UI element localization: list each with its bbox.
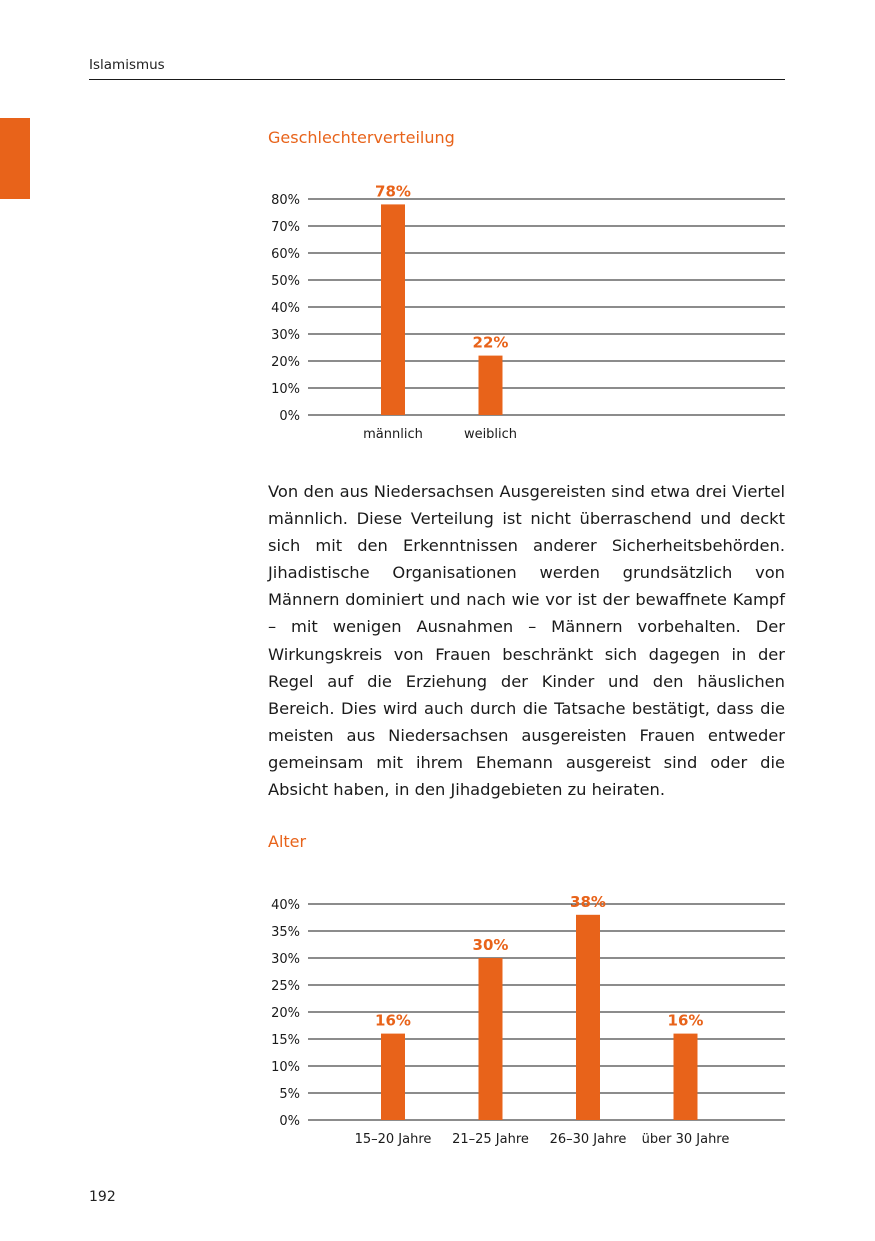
y-tick-label: 20% xyxy=(271,355,300,370)
bar-value-label: 16% xyxy=(667,1011,704,1030)
age-chart-title: Alter xyxy=(268,832,307,851)
category-label: männlich xyxy=(363,427,423,442)
y-tick-label: 50% xyxy=(271,274,300,289)
y-tick-label: 25% xyxy=(271,979,300,994)
y-tick-label: 10% xyxy=(271,382,300,397)
y-tick-label: 30% xyxy=(271,952,300,967)
bar-value-label: 16% xyxy=(375,1011,411,1030)
category-label: weiblich xyxy=(463,427,518,442)
y-tick-label: 15% xyxy=(271,1033,300,1048)
y-tick-label: 35% xyxy=(271,925,300,940)
y-tick-label: 60% xyxy=(271,247,300,262)
gender-chart-title: Geschlechterverteilung xyxy=(268,128,455,147)
running-head: Islamismus xyxy=(89,57,165,73)
bar xyxy=(576,915,600,1120)
bar xyxy=(479,958,503,1120)
bar-value-label: 22% xyxy=(472,333,509,352)
y-tick-label: 40% xyxy=(271,898,300,913)
category-label: 15–20 Jahre xyxy=(354,1132,432,1147)
category-label: 26–30 Jahre xyxy=(549,1132,627,1147)
y-tick-label: 40% xyxy=(271,301,300,316)
y-tick-label: 10% xyxy=(271,1060,300,1075)
bar-value-label: 78% xyxy=(375,182,411,201)
category-label: über 30 Jahre xyxy=(641,1132,730,1147)
page-number: 192 xyxy=(89,1189,116,1205)
age-bar-chart xyxy=(260,875,800,1165)
y-tick-label: 30% xyxy=(271,328,300,343)
y-tick-label: 0% xyxy=(279,409,300,424)
gender-bar-chart xyxy=(260,170,800,460)
y-tick-label: 5% xyxy=(279,1087,300,1102)
header-rule xyxy=(89,79,785,80)
bar xyxy=(479,356,503,415)
body-paragraph: Von den aus Niedersachsen Ausgereisten sind etwa drei Viertel männlich. Diese Verteilung ist nicht überraschend und deckt sich mit den Erkenntnissen anderer Sicherheitsbehörden. Jihadistische Organisationen werden grundsätzlich von Männern dominiert und nach wie vor ist der bewaffnete Kampf – mit wenigen Ausnahmen – Männern vorbehalten. Der Wirkungskreis von Frauen beschränkt sich dagegen in der Regel auf die Erziehung der Kinder und den häuslichen Bereich. Dies wird auch durch die Tatsache bestätigt, dass die meisten aus Niedersachsen ausgereisten Frauen entweder gemeinsam mit ihrem Ehemann ausgereist sind oder die Absicht haben, in den Jihadgebieten zu heiraten. xyxy=(268,482,785,800)
bar-value-label: 30% xyxy=(472,936,509,954)
category-label: 21–25 Jahre xyxy=(452,1132,529,1147)
y-tick-label: 80% xyxy=(271,193,300,208)
bar xyxy=(381,204,405,415)
chapter-side-tab xyxy=(0,118,30,199)
y-tick-label: 0% xyxy=(279,1114,300,1129)
bar xyxy=(674,1034,698,1120)
bar-value-label: 38% xyxy=(570,892,606,911)
y-tick-label: 70% xyxy=(271,220,300,235)
y-tick-label: 20% xyxy=(271,1006,300,1021)
bar xyxy=(381,1034,405,1120)
